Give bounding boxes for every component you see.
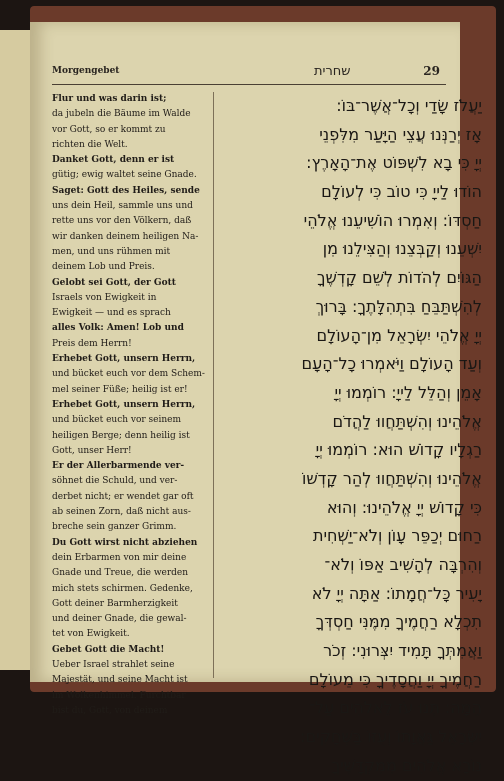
- previous-page-edge: [0, 30, 32, 670]
- hebrew-line: רַגְלָיו קָדוֹשׁ הוּא: רוֹמְמוּ יְיָ: [315, 440, 482, 460]
- german-line: richten die Welt.: [52, 139, 128, 150]
- hebrew-line: יְיָ כִּי בָא לִשְׁפּוֹט אֶת־הָאָרֶץ:: [306, 153, 482, 173]
- german-line: Flur und was darin ist;: [52, 94, 167, 104]
- running-head-german: Morgengebet: [52, 66, 120, 76]
- german-line: mich stets schirmen. Gedenke,: [52, 583, 193, 594]
- german-line: men, und uns rühmen mit: [52, 246, 171, 257]
- book-page: [30, 22, 482, 775]
- german-line: Danket Gott, denn er ist: [52, 155, 175, 166]
- german-line: Er der Allerbarmende ver-: [52, 461, 185, 472]
- german-line: da jubeln die Bäume im Walde: [52, 109, 191, 120]
- german-line: mel seiner Füße; heilig ist er!: [52, 384, 188, 395]
- hebrew-line: יַעֲלֹז שָׂדַי וְכָל־אֲשֶׁר־בּוֹ:: [336, 96, 482, 115]
- german-line: gütig; ewig waltet seine Gnade.: [52, 170, 197, 181]
- german-line: Gott deiner Barmherzigkeit: [52, 598, 178, 609]
- german-line: heiligen Berge; denn heilig ist: [52, 430, 190, 441]
- hebrew-line: הַגּוֹיִם לְהֹדוֹת לְשֵׁם קָדְשֶׁךָ: [316, 268, 482, 288]
- german-line: und bücket euch vor dem Schem-: [52, 369, 205, 380]
- german-line: Saget: Gott des Heiles, sende: [52, 185, 200, 196]
- hebrew-text-column: [220, 92, 482, 775]
- german-line: Gelobt sei Gott, der Gott: [52, 277, 176, 288]
- german-line: deinem Lob und Preis.: [52, 262, 155, 273]
- running-head-hebrew: שחרית: [314, 64, 351, 79]
- german-line: dein Erbarmen von mir deine: [52, 552, 187, 563]
- german-line: Majestät, und seine Macht ist: [52, 675, 188, 686]
- hebrew-line: הוֹדוּ לַייָ כִּי טוֹב כִּי לְעוֹלָם: [321, 182, 482, 202]
- german-line: Du Gott wirst nicht abziehen: [52, 537, 198, 548]
- hebrew-line: וְהִרְבָּה לְהָשִׁיב אַפּוֹ וְלֹא־: [324, 555, 482, 574]
- hebrew-line: אָז יְרַנְּנוּ עֲצֵי הַיָּעַר מִלִּפְנֵי: [319, 124, 482, 144]
- german-line: breche sein ganzer Grimm.: [52, 522, 177, 533]
- german-line: bist du, Gott, von deinem: [52, 705, 168, 716]
- hebrew-line: כִּי קָדוֹשׁ יְיָ אֱלֹהֵינוּ: וְהוּא: [326, 497, 482, 517]
- german-line: Gebet Gott die Macht!: [52, 644, 165, 655]
- german-line: söhnet die Schuld, und ver-: [52, 476, 178, 487]
- german-line: derbet nicht; er wendet gar oft: [52, 491, 194, 502]
- hebrew-line: חַסְדּוֹ: וְאִמְרוּ הוֹשִׁיעֵנוּ אֱלֹהֵי: [303, 210, 482, 230]
- hebrew-line: רַחֲמֶיךָ יְיָ וַחֲסָדֶיךָ כִּי מֵעוֹלָם: [308, 669, 482, 689]
- german-line: rette uns vor den Völkern, daß: [52, 216, 192, 227]
- hebrew-line: וְעַד הָעוֹלָם וַיֹּאמְרוּ כָל־הָעָם: [301, 354, 482, 374]
- german-line: und deiner Gnade, die gewal-: [52, 614, 187, 625]
- german-line: wir danken deinem heiligen Na-: [52, 231, 199, 242]
- german-line: Israels von Ewigkeit in: [52, 292, 157, 303]
- german-line: alles Volk: Amen! Lob und: [52, 323, 184, 334]
- german-line: Erhebet Gott, unsern Herrn,: [52, 399, 196, 410]
- german-line: Gnade und Treue, die werden: [52, 568, 189, 579]
- hebrew-line: תִכְלָא רַחֲמֶיךָ מִמֶּנִּי חַסְדְּךָ: [315, 612, 482, 632]
- german-line: tet von Ewigkeit.: [52, 629, 130, 640]
- hebrew-line: יְיָ אֱלֹהֵי יִשְׂרָאֵל מִן־הָעוֹלָם: [316, 325, 482, 345]
- hebrew-line: הֵמָּה: תְּנוּ עֹז לֵאלֹהִים עַל־: [309, 698, 482, 718]
- hebrew-line: יִשְׁעֵנוּ וְקַבְּצֵנוּ וְהַצִּילֵנוּ מִן: [322, 239, 482, 259]
- hebrew-line: רַחוּם יְכַפֵּר עָוֹן וְלֹא־יַשְׁחִית: [312, 526, 482, 546]
- hebrew-line: אָמֵן וְהַלֵּל לַייָ: רוֹמְמוּ יְיָ: [334, 382, 482, 402]
- hebrew-line: יָעִיר כָּל־חֲמָתוֹ: אַתָּה יְיָ לֹא: [311, 583, 482, 603]
- page-number: 29: [423, 64, 440, 78]
- hebrew-line: וַאֲמִתְּךָ תָּמִיד יִצְּרוּנִי: זְכֹר: [323, 641, 482, 661]
- hebrew-line: אֱלֹהֵינוּ וְהִשְׁתַּחֲווּ לְהַר קָדְשׁוֹ: [301, 468, 482, 488]
- german-line: Preis dem Herrn!: [52, 338, 132, 349]
- hebrew-line: נוֹרָא אֱלֹהִים מִמִּקְדָּשֶׁיךָ: [331, 755, 482, 775]
- hebrew-line: אֱלֹהֵינוּ וְהִשְׁתַּחֲווּ לַהֲדֹם: [332, 411, 482, 431]
- hebrew-line: לְהִשְׁתַּבֵּחַ בִּתְהִלָּתֶךָ: בָּרוּךְ: [315, 296, 482, 316]
- hebrew-line: יִשְׂרָאֵל גַּאֲוָתוֹ וְעֻזּוֹ בַּשְּׁחָקִים:: [300, 727, 482, 747]
- german-line: Ueber Israel strahlet seine: [52, 659, 175, 670]
- header-rule: [52, 84, 446, 85]
- page-header: [52, 66, 446, 82]
- german-line: uns dein Heil, sammle uns und: [52, 201, 193, 212]
- german-text-column: [52, 92, 208, 716]
- german-line: Erhebet Gott, unsern Herrn,: [52, 354, 196, 365]
- german-line: und bücket euch vor seinem: [52, 415, 182, 426]
- german-line: Ewigkeit — und es sprach: [52, 308, 171, 319]
- column-divider: [213, 92, 214, 678]
- german-line: Gott, unser Herr!: [52, 445, 132, 456]
- german-line: vor Gott, so er kommt zu: [52, 124, 166, 135]
- german-line: im Wolkenhimmel. Furchtbar: [52, 690, 186, 701]
- german-line: ab seinen Zorn, daß nicht aus-: [52, 507, 191, 518]
